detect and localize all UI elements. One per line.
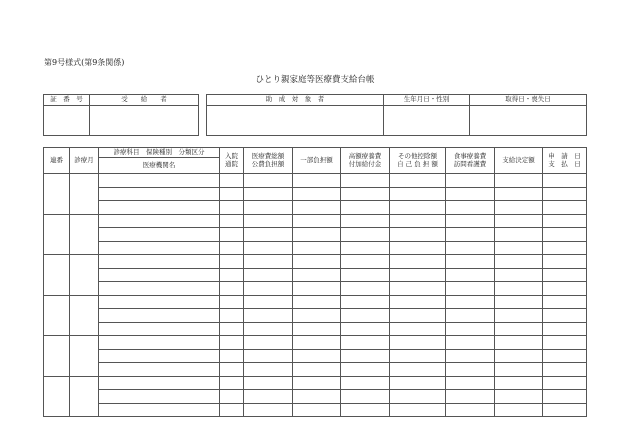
- payment-amount-cell[interactable]: [495, 187, 543, 201]
- outpatient-label: 通院: [225, 159, 238, 168]
- date-cell[interactable]: [543, 390, 587, 404]
- meal-nursing-cell[interactable]: [446, 228, 495, 242]
- inpatient-outpatient-cell[interactable]: [220, 255, 244, 269]
- serial-cell[interactable]: [44, 295, 70, 336]
- payment-amount-cell[interactable]: [495, 255, 543, 269]
- inpatient-outpatient-cell[interactable]: [220, 187, 244, 201]
- payment-amount-cell[interactable]: [495, 309, 543, 323]
- header-table-left: [43, 94, 199, 136]
- ledger-table: [43, 147, 587, 417]
- institution-cell[interactable]: [99, 241, 220, 255]
- header-table-right: [206, 94, 587, 136]
- recipient-header: 受 給 者: [90, 95, 199, 106]
- date-cell[interactable]: [543, 214, 587, 228]
- total-public-cell[interactable]: [244, 322, 293, 336]
- other-deduction-header: [390, 148, 446, 174]
- institution-cell[interactable]: [99, 268, 220, 282]
- date-cell[interactable]: [543, 268, 587, 282]
- total-public-cell[interactable]: [244, 187, 293, 201]
- other-deduction-cell[interactable]: [390, 214, 446, 228]
- meal-nursing-cell[interactable]: [446, 201, 495, 215]
- institution-cell[interactable]: [99, 295, 220, 309]
- date-cell[interactable]: [543, 228, 587, 242]
- birth-gender-cell[interactable]: [384, 106, 470, 136]
- serial-header: 連番: [44, 148, 70, 174]
- other-deduction-label: その他控除額: [398, 152, 437, 161]
- total-public-cell[interactable]: [244, 214, 293, 228]
- inpatient-outpatient-cell[interactable]: [220, 201, 244, 215]
- payment-amount-cell[interactable]: [495, 295, 543, 309]
- treatment-month-cell[interactable]: [70, 295, 99, 336]
- inpatient-outpatient-cell[interactable]: [220, 322, 244, 336]
- form-number: 第9号様式(第9条関係): [44, 58, 125, 67]
- inpatient-outpatient-cell[interactable]: [220, 282, 244, 296]
- copay-cell[interactable]: [293, 376, 341, 390]
- other-deduction-cell[interactable]: [390, 228, 446, 242]
- other-deduction-cell[interactable]: [390, 363, 446, 377]
- payment-amount-cell[interactable]: [495, 174, 543, 188]
- date-cell[interactable]: [543, 349, 587, 363]
- copay-cell[interactable]: [293, 241, 341, 255]
- copay-cell[interactable]: [293, 268, 341, 282]
- ledger-row: [44, 228, 587, 242]
- meal-cost-label: 食事療養費: [453, 152, 487, 161]
- highcost-cell[interactable]: [341, 390, 390, 404]
- highcost-cell[interactable]: [341, 241, 390, 255]
- meal-nursing-cell[interactable]: [446, 322, 495, 336]
- inpatient-outpatient-cell[interactable]: [220, 349, 244, 363]
- additional-benefit-label: 付加給付金: [348, 159, 382, 168]
- total-public-cell[interactable]: [244, 174, 293, 188]
- institution-cell[interactable]: [99, 403, 220, 417]
- meal-nursing-cell[interactable]: [446, 376, 495, 390]
- inpatient-outpatient-cell[interactable]: [220, 241, 244, 255]
- highcost-cell[interactable]: [341, 309, 390, 323]
- highcost-header: [341, 148, 390, 174]
- public-burden-label: 公費負担額: [251, 159, 285, 168]
- date-cell[interactable]: [543, 282, 587, 296]
- total-public-cell[interactable]: [244, 282, 293, 296]
- other-deduction-cell[interactable]: [390, 390, 446, 404]
- treatment-month-cell[interactable]: [70, 336, 99, 377]
- copay-cell[interactable]: [293, 336, 341, 350]
- highcost-cell[interactable]: [341, 322, 390, 336]
- payment-amount-cell[interactable]: [495, 282, 543, 296]
- copay-cell[interactable]: [293, 282, 341, 296]
- ledger-row: [44, 241, 587, 255]
- total-public-cell[interactable]: [244, 201, 293, 215]
- treatment-month-cell[interactable]: [70, 174, 99, 215]
- date-cell[interactable]: [543, 201, 587, 215]
- institution-cell[interactable]: [99, 376, 220, 390]
- serial-cell[interactable]: [44, 376, 70, 417]
- date-cell[interactable]: [543, 336, 587, 350]
- total-public-cell[interactable]: [244, 336, 293, 350]
- ledger-row: [44, 214, 587, 228]
- ledger-row: [44, 390, 587, 404]
- serial-cell[interactable]: [44, 255, 70, 296]
- institution-cell[interactable]: [99, 282, 220, 296]
- institution-cell[interactable]: [99, 309, 220, 323]
- highcost-cell[interactable]: [341, 214, 390, 228]
- highcost-cell[interactable]: [341, 174, 390, 188]
- ledger-row: [44, 376, 587, 390]
- ledger-row: [44, 255, 587, 269]
- ledger-row: [44, 322, 587, 336]
- inpatient-outpatient-cell[interactable]: [220, 390, 244, 404]
- other-deduction-cell[interactable]: [390, 174, 446, 188]
- payment-amount-cell[interactable]: [495, 214, 543, 228]
- serial-cell[interactable]: [44, 214, 70, 255]
- meal-nursing-cell[interactable]: [446, 363, 495, 377]
- other-deduction-cell[interactable]: [390, 336, 446, 350]
- highcost-cell[interactable]: [341, 295, 390, 309]
- date-cell[interactable]: [543, 403, 587, 417]
- other-deduction-cell[interactable]: [390, 268, 446, 282]
- other-deduction-cell[interactable]: [390, 403, 446, 417]
- ledger-row: [44, 201, 587, 215]
- highcost-cell[interactable]: [341, 403, 390, 417]
- meal-nursing-cell[interactable]: [446, 309, 495, 323]
- inpatient-outpatient-cell[interactable]: [220, 309, 244, 323]
- inpatient-label: 入院: [225, 152, 238, 161]
- ledger-row: [44, 268, 587, 282]
- highcost-cell[interactable]: [341, 349, 390, 363]
- other-deduction-cell[interactable]: [390, 187, 446, 201]
- treatment-month-cell[interactable]: [70, 214, 99, 255]
- copay-cell[interactable]: [293, 403, 341, 417]
- other-deduction-cell[interactable]: [390, 241, 446, 255]
- institution-cell[interactable]: [99, 255, 220, 269]
- subsidy-target-cell[interactable]: [207, 106, 384, 136]
- payment-amount-cell[interactable]: [495, 228, 543, 242]
- meal-nursing-cell[interactable]: [446, 282, 495, 296]
- acquired-lost-cell[interactable]: [470, 106, 587, 136]
- copay-cell[interactable]: [293, 228, 341, 242]
- highcost-cell[interactable]: [341, 336, 390, 350]
- total-public-cell[interactable]: [244, 349, 293, 363]
- institution-cell[interactable]: [99, 174, 220, 188]
- institution-cell[interactable]: [99, 187, 220, 201]
- ledger-row: [44, 349, 587, 363]
- total-public-cell[interactable]: [244, 241, 293, 255]
- subsidy-target-header: 助 成 対 象 者: [207, 95, 384, 106]
- meal-nursing-cell[interactable]: [446, 255, 495, 269]
- other-deduction-cell[interactable]: [390, 376, 446, 390]
- highcost-label: 高額療養費: [348, 152, 382, 161]
- payment-amount-cell[interactable]: [495, 268, 543, 282]
- copay-cell[interactable]: [293, 174, 341, 188]
- copay-cell[interactable]: [293, 309, 341, 323]
- recipient-cell[interactable]: [90, 106, 199, 136]
- total-public-cell[interactable]: [244, 309, 293, 323]
- cert-number-header: 証 番 号: [44, 95, 90, 106]
- copay-cell[interactable]: [293, 187, 341, 201]
- total-public-cell[interactable]: [244, 363, 293, 377]
- meal-nursing-cell[interactable]: [446, 349, 495, 363]
- cert-number-cell[interactable]: [44, 106, 90, 136]
- copay-cell[interactable]: [293, 322, 341, 336]
- application-date-label: 申 請 日: [548, 152, 581, 161]
- payment-amount-header: 支給決定額: [495, 148, 543, 174]
- inpatient-outpatient-header: [220, 148, 244, 174]
- ledger-row: [44, 174, 587, 188]
- highcost-cell[interactable]: [341, 282, 390, 296]
- payment-amount-cell[interactable]: [495, 349, 543, 363]
- institution-cell[interactable]: [99, 363, 220, 377]
- ledger-row: [44, 187, 587, 201]
- acquired-lost-header: 取得日・喪失日: [470, 95, 587, 106]
- other-deduction-cell[interactable]: [390, 255, 446, 269]
- meal-nursing-cell[interactable]: [446, 295, 495, 309]
- highcost-cell[interactable]: [341, 228, 390, 242]
- highcost-cell[interactable]: [341, 363, 390, 377]
- institution-cell[interactable]: [99, 228, 220, 242]
- serial-cell[interactable]: [44, 174, 70, 215]
- ledger-row: [44, 309, 587, 323]
- payment-amount-cell[interactable]: [495, 336, 543, 350]
- treatment-month-cell[interactable]: [70, 376, 99, 417]
- meal-nursing-cell[interactable]: [446, 390, 495, 404]
- inpatient-outpatient-cell[interactable]: [220, 403, 244, 417]
- treatment-month-cell[interactable]: [70, 255, 99, 296]
- inpatient-outpatient-cell[interactable]: [220, 228, 244, 242]
- highcost-cell[interactable]: [341, 268, 390, 282]
- date-cell[interactable]: [543, 376, 587, 390]
- other-deduction-cell[interactable]: [390, 295, 446, 309]
- institution-cell[interactable]: [99, 201, 220, 215]
- meal-nursing-cell[interactable]: [446, 268, 495, 282]
- institution-cell[interactable]: [99, 336, 220, 350]
- meal-nursing-cell[interactable]: [446, 241, 495, 255]
- other-deduction-cell[interactable]: [390, 201, 446, 215]
- date-cell[interactable]: [543, 241, 587, 255]
- copay-cell[interactable]: [293, 201, 341, 215]
- payment-amount-cell[interactable]: [495, 201, 543, 215]
- institution-cell[interactable]: [99, 390, 220, 404]
- copay-cell[interactable]: [293, 363, 341, 377]
- ledger-row: [44, 295, 587, 309]
- copay-cell[interactable]: [293, 255, 341, 269]
- copay-cell[interactable]: [293, 214, 341, 228]
- payment-amount-cell[interactable]: [495, 363, 543, 377]
- total-public-cell[interactable]: [244, 376, 293, 390]
- ledger-row: [44, 282, 587, 296]
- total-public-cell[interactable]: [244, 255, 293, 269]
- payment-amount-cell[interactable]: [495, 403, 543, 417]
- ledger-row: [44, 363, 587, 377]
- highcost-cell[interactable]: [341, 187, 390, 201]
- institution-cell[interactable]: [99, 214, 220, 228]
- dept-insurance-category-header: 診療科目 保険種別 分類区分: [99, 148, 220, 158]
- copay-cell[interactable]: [293, 349, 341, 363]
- copay-cell[interactable]: [293, 390, 341, 404]
- total-public-cell[interactable]: [244, 228, 293, 242]
- birth-gender-header: 生年月日・性別: [384, 95, 470, 106]
- meal-nursing-cell[interactable]: [446, 403, 495, 417]
- date-cell[interactable]: [543, 187, 587, 201]
- meal-nursing-cell[interactable]: [446, 336, 495, 350]
- form-title: ひとり親家庭等医療費支給台帳: [255, 75, 375, 85]
- medical-total-label: 医療費総額: [251, 152, 285, 161]
- inpatient-outpatient-cell[interactable]: [220, 214, 244, 228]
- visit-nursing-label: 訪問看護費: [453, 159, 487, 168]
- copay-header: 一部負担額: [293, 148, 341, 174]
- date-cell[interactable]: [543, 174, 587, 188]
- copay-cell[interactable]: [293, 295, 341, 309]
- highcost-cell[interactable]: [341, 255, 390, 269]
- other-deduction-cell[interactable]: [390, 322, 446, 336]
- inpatient-outpatient-cell[interactable]: [220, 174, 244, 188]
- inpatient-outpatient-cell[interactable]: [220, 336, 244, 350]
- date-cell[interactable]: [543, 363, 587, 377]
- other-deduction-cell[interactable]: [390, 282, 446, 296]
- serial-cell[interactable]: [44, 336, 70, 377]
- date-cell[interactable]: [543, 309, 587, 323]
- highcost-cell[interactable]: [341, 376, 390, 390]
- total-public-cell[interactable]: [244, 295, 293, 309]
- payment-date-label: 支 払 日: [548, 159, 581, 168]
- inpatient-outpatient-cell[interactable]: [220, 268, 244, 282]
- institution-header: 医療機関名: [99, 158, 220, 174]
- payment-amount-cell[interactable]: [495, 376, 543, 390]
- self-pay-label: 自 己 負 担 額: [397, 159, 438, 168]
- institution-cell[interactable]: [99, 322, 220, 336]
- meal-nursing-header: [446, 148, 495, 174]
- inpatient-outpatient-cell[interactable]: [220, 363, 244, 377]
- payment-amount-cell[interactable]: [495, 322, 543, 336]
- other-deduction-cell[interactable]: [390, 309, 446, 323]
- institution-cell[interactable]: [99, 349, 220, 363]
- other-deduction-cell[interactable]: [390, 349, 446, 363]
- ledger-row: [44, 336, 587, 350]
- date-cell[interactable]: [543, 295, 587, 309]
- date-cell[interactable]: [543, 322, 587, 336]
- date-cell[interactable]: [543, 255, 587, 269]
- highcost-cell[interactable]: [341, 201, 390, 215]
- payment-amount-cell[interactable]: [495, 390, 543, 404]
- inpatient-outpatient-cell[interactable]: [220, 376, 244, 390]
- total-public-header: [244, 148, 293, 174]
- total-public-cell[interactable]: [244, 403, 293, 417]
- application-payment-date-header: [543, 148, 587, 174]
- inpatient-outpatient-cell[interactable]: [220, 295, 244, 309]
- meal-nursing-cell[interactable]: [446, 214, 495, 228]
- treatment-month-header: 診療月: [70, 148, 99, 174]
- meal-nursing-cell[interactable]: [446, 174, 495, 188]
- total-public-cell[interactable]: [244, 268, 293, 282]
- total-public-cell[interactable]: [244, 390, 293, 404]
- ledger-row: [44, 403, 587, 417]
- payment-amount-cell[interactable]: [495, 241, 543, 255]
- meal-nursing-cell[interactable]: [446, 187, 495, 201]
